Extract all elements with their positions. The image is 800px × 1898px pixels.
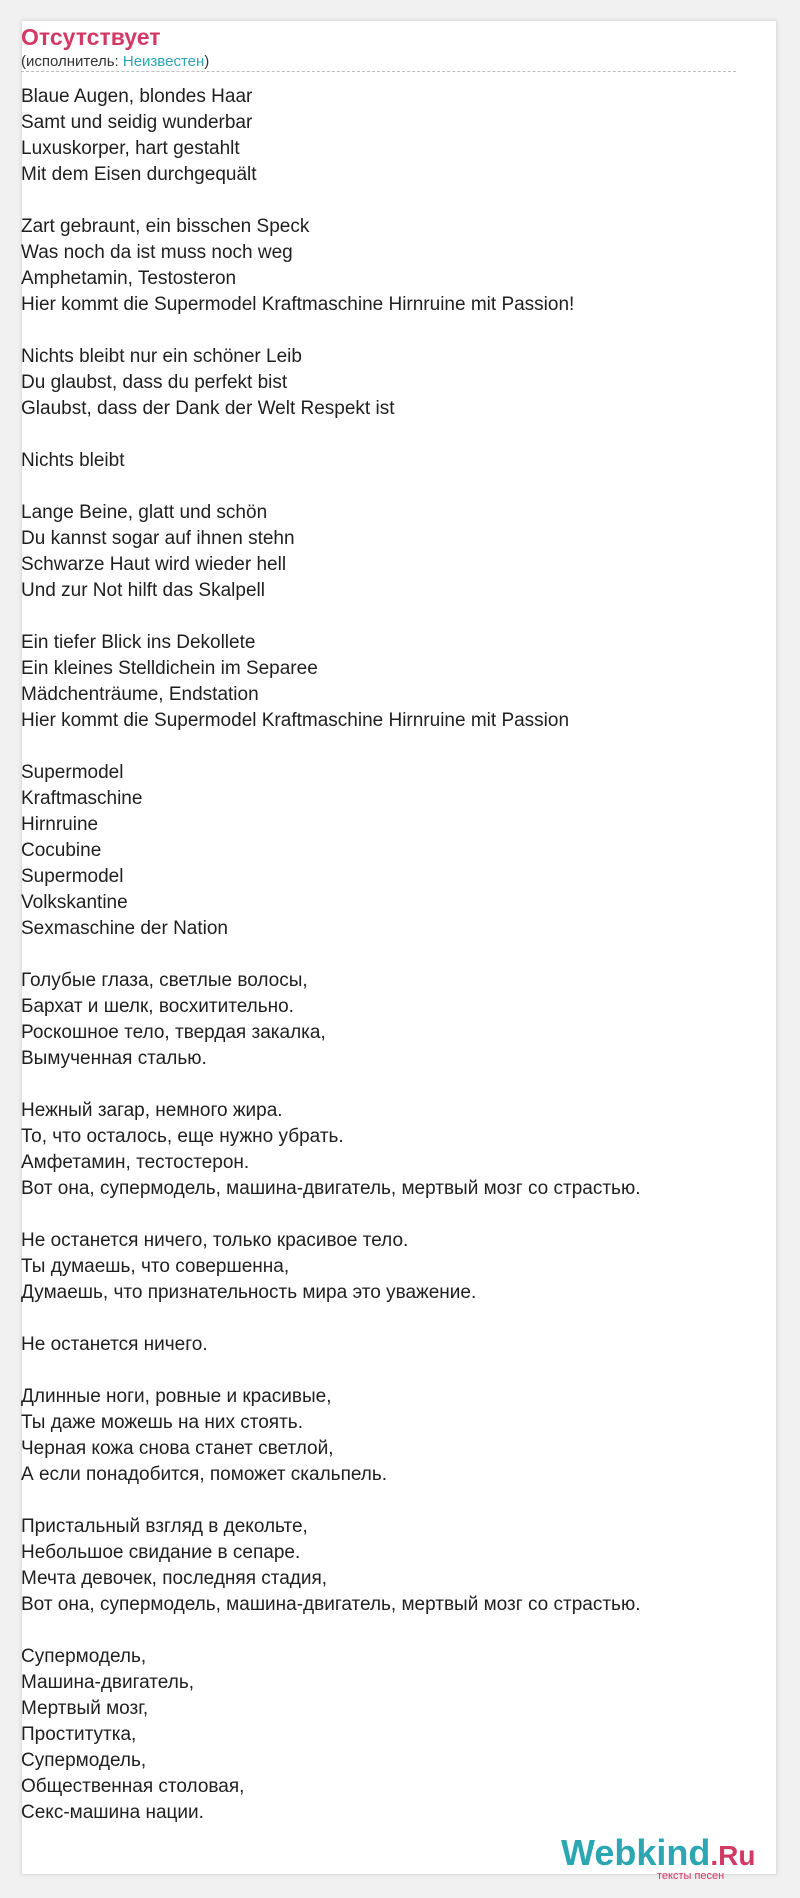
lyrics-line: Амфетамин, тестостерон. [21,1152,250,1173]
lyrics-stanza [21,1384,741,1488]
lyrics-line: Не останется ничего, только красивое тело. [21,1230,409,1251]
song-header [21,22,736,72]
lyrics-line: Думаешь, что признательность мира это уважение. [21,1282,477,1303]
lyrics-line: Hier kommt die Supermodel Kraftmaschine Hirnruine mit Passion [21,710,570,731]
artist-link[interactable]: Неизвестен [122,53,205,70]
lyrics-line: Бархат и шелк, восхитительно. [21,996,294,1017]
lyrics-line: Cocubine [21,840,102,861]
lyrics-stanza [21,760,741,942]
lyrics-line: Schwarze Haut wird wieder hell [21,554,287,575]
lyrics-stanza [21,500,741,604]
lyrics-line: Samt und seidig wunderbar [21,112,253,133]
lyrics-line: Проститутка, [21,1724,137,1745]
lyrics-line: Не останется ничего. [21,1334,208,1355]
lyrics-line: Нежный загар, немного жира. [21,1100,283,1121]
lyrics-stanza [21,968,741,1072]
lyrics-line: Небольшое свидание в сепаре. [21,1542,301,1563]
artist-suffix: ) [204,53,210,70]
lyrics-line: Sexmaschine der Nation [21,918,228,939]
lyrics-line: Пристальный взгляд в декольте, [21,1516,308,1537]
lyrics-line: Мертвый мозг, [21,1698,149,1719]
lyrics-line: Nichts bleibt [21,450,125,471]
webkind-logo[interactable] [561,1834,773,1880]
lyrics-line: Was noch da ist muss noch weg [21,242,293,263]
lyrics-text [21,84,741,1852]
lyrics-line: Hirnruine [21,814,99,835]
lyrics-line: Luxuskorper, hart gestahlt [21,138,240,159]
lyrics-line: Черная кожа снова станет светлой, [21,1438,334,1459]
lyrics-line: Супермодель, [21,1750,147,1771]
lyrics-line: Длинные ноги, ровные и красивые, [21,1386,332,1407]
lyrics-line: Секс-машина нации. [21,1802,204,1823]
lyrics-line: Du kannst sogar auf ihnen stehn [21,528,295,549]
lyrics-line: Supermodel [21,866,124,887]
lyrics-stanza [21,1098,741,1202]
lyrics-stanza [21,214,741,318]
logo-tagline: тексты песен [657,1870,725,1882]
lyrics-line: Мечта девочек, последняя стадия, [21,1568,328,1589]
lyrics-line: То, что осталось, еще нужно убрать. [21,1126,344,1147]
lyrics-line: Volkskantine [21,892,128,913]
lyrics-stanza [21,84,741,188]
artist-prefix: (исполнитель: [21,53,123,70]
lyrics-line: Mit dem Eisen durchgequält [21,164,257,185]
lyrics-stanza [21,1644,741,1826]
lyrics-stanza [21,1332,741,1358]
logo-wordmark [561,1834,755,1875]
logo-name: Webkind [561,1832,711,1873]
artist-line [21,52,736,72]
lyrics-line: Kraftmaschine [21,788,143,809]
logo-tld: .Ru [710,1840,756,1871]
lyrics-line: Du glaubst, dass du perfekt bist [21,372,288,393]
lyrics-line: Машина-двигатель, [21,1672,194,1693]
lyrics-line: Ein kleines Stelldichein im Separee [21,658,318,679]
lyrics-stanza [21,344,741,422]
lyrics-line: Glaubst, dass der Dank der Welt Respekt ist [21,398,395,419]
lyrics-line: А если понадобится, поможет скальпель. [21,1464,388,1485]
lyrics-line: Вот она, супермодель, машина-двигатель, мертвый мозг со страстью. [21,1594,641,1615]
lyrics-stanza [21,448,741,474]
lyrics-line: Mädchenträume, Endstation [21,684,259,705]
lyrics-line: Amphetamin, Testosteron [21,268,237,289]
song-title: Отсутствует [21,24,161,50]
lyrics-line: Zart gebraunt, ein bisschen Speck [21,216,310,237]
lyrics-line: Вымученная сталью. [21,1048,207,1069]
header-divider [21,71,736,72]
lyrics-stanza [21,1228,741,1306]
lyrics-line: Nichts bleibt nur ein schöner Leib [21,346,302,367]
lyrics-line: Голубые глаза, светлые волосы, [21,970,308,991]
lyrics-line: Blaue Augen, blondes Haar [21,86,253,107]
lyrics-line: Общественная столовая, [21,1776,245,1797]
lyrics-line: Супермодель, [21,1646,147,1667]
lyrics-stanza [21,630,741,734]
lyrics-line: Ein tiefer Blick ins Dekollete [21,632,256,653]
lyrics-stanza [21,1514,741,1618]
lyrics-line: Вот она, супермодель, машина-двигатель, мертвый мозг со страстью. [21,1178,641,1199]
lyrics-line: Lange Beine, glatt und schön [21,502,268,523]
lyrics-line: Роскошное тело, твердая закалка, [21,1022,326,1043]
lyrics-line: Ты даже можешь на них стоять. [21,1412,303,1433]
lyrics-line: Ты думаешь, что совершенна, [21,1256,290,1277]
lyrics-line: Und zur Not hilft das Skalpell [21,580,265,601]
lyrics-line: Supermodel [21,762,124,783]
lyrics-line: Hier kommt die Supermodel Kraftmaschine Hirnruine mit Passion! [21,294,575,315]
